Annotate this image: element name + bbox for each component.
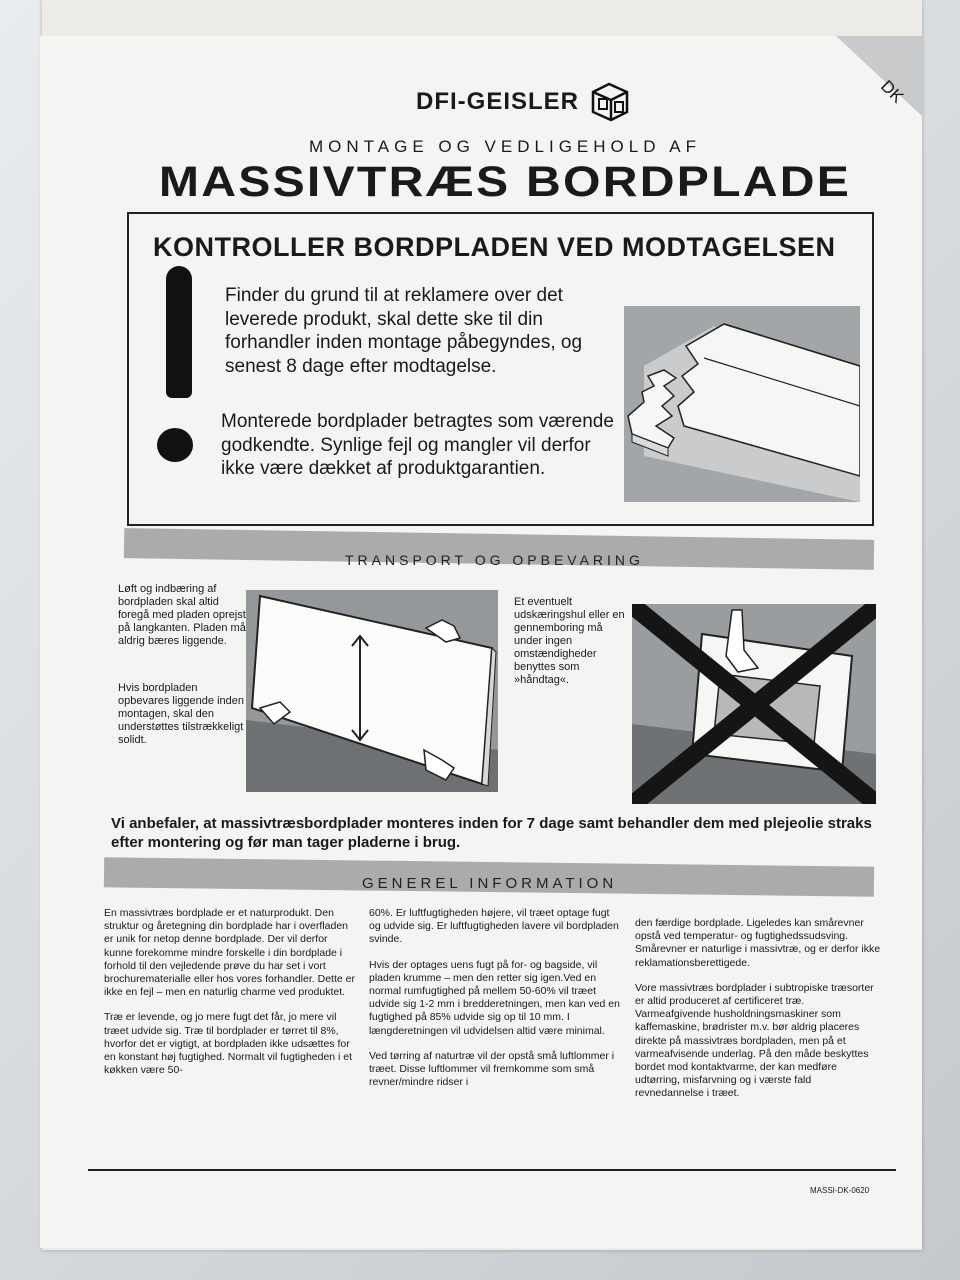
brand-logo bbox=[416, 82, 631, 122]
general-column-1 bbox=[104, 907, 356, 1089]
transport-text-handle: Et eventuelt udskæringshul eller en gennemboring må under ingen omstændigheder benyttes som »håndtag«. bbox=[514, 596, 625, 686]
transport-text-lifting: Løft og indbæring af bordpladen skal altid foregå med pladen oprejst på langkanten. Pladen må aldrig bæres liggende. bbox=[118, 583, 246, 647]
document-subtitle: MONTAGE OG VEDLIGEHOLD AF bbox=[308, 137, 701, 156]
general-column-3 bbox=[635, 917, 881, 1113]
recommendation-text: Vi anbefaler, at massivtræsbordplader monteres inden for 7 dage samt behandler dem med plejeolie straks efter montering og før man tager pladerne i brug. bbox=[111, 815, 872, 851]
carrying-board-illustration bbox=[246, 590, 498, 792]
general-paragraph: Ved tørring af naturtræ vil der opstå små luftlommer i træet. Disse luftlommer vil fremkomme som små revner/mindre ridser i bbox=[369, 1049, 615, 1089]
logo-text: DFI-GEISLER bbox=[416, 88, 580, 115]
damaged-board-illustration bbox=[624, 306, 860, 502]
document-title: MASSIVTRÆS BORDPLADE bbox=[158, 158, 852, 206]
footer-rule bbox=[88, 1169, 896, 1171]
general-paragraph: Hvis der optages uens fugt på for- og bagside, vil pladen krumme – men den retter sig igen.Ved en normal rumfugtighed på mellem 50-60% vil træet udvide sig 1-2 mm i bredderetningen, men kan ved en fugtighed på 85% udvide sig op til 10 mm. I længderetningen vil udvidelsen altid være minimal. bbox=[369, 958, 620, 1037]
language-code: DK bbox=[877, 76, 908, 107]
general-paragraph: Vore massivtræs bordplader i subtropiske træsorter er altid produceret af certificeret træ. Varmeafgivende husholdningsmaskiner som kaffemaskine, brødrister m.v. bør aldrig placeres direkte på massivtræs bordpladen, men på et varmeafvisende underlag. På den måde beskyttes bordet mod kontaktvarme, der kan medføre udtørring, misfarvning og i værste fald revnedannelse i træet. bbox=[635, 981, 874, 1100]
cube-logo-icon bbox=[589, 82, 631, 122]
transport-text-storage: Hvis bordpladen opbevares liggende inden montagen, skal den understøttes tilstrækkeligt solidt. bbox=[118, 682, 244, 746]
warning-heading: KONTROLLER BORDPLADEN VED MODTAGELSEN bbox=[153, 232, 836, 262]
general-paragraph: En massivtræs bordplade er et naturprodukt. Den struktur og åretegning din bordplade har i overfladen er unik for netop denne bordplade. Der vil derfor kunne forekomme mindre forskelle i din bordplade i forhold til den vejledende prøve du har set i vort brochurematerialle eller hos vores forhandler. Dette er ikke en fejl – men en naturlig charme ved produktet. bbox=[104, 907, 355, 999]
warning-paragraph-1: Finder du grund til at reklamere over det leverede produkt, skal dette ske til din forhandler inden montage påbegyndes, og senest 8 dage efter modtagelse. bbox=[225, 285, 583, 377]
general-column-2 bbox=[369, 907, 623, 1101]
transport-heading: TRANSPORT OG OPBEVARING bbox=[345, 552, 644, 568]
exclamation-dot-icon bbox=[157, 428, 193, 462]
exclamation-icon bbox=[166, 266, 192, 398]
general-paragraph: 60%. Er luftfugtigheden højere, vil træet optage fugt og udvide sig. Er luftfugtigheden lavere vil bordpladen svinde. bbox=[369, 907, 619, 946]
document-code: MASSI-DK-0620 bbox=[810, 1186, 870, 1195]
general-paragraph: Træ er levende, og jo mere fugt det får, jo mere vil træet udvide sig. Træ til bordplader er tørret til 8%, hvorfor det er vigtigt, at bordpladen ikke udsættes for en konstant høj fugtighed. Normalt vil fugtigheden i et køkken være 50- bbox=[104, 1011, 353, 1077]
wrong-handling-illustration bbox=[632, 604, 876, 804]
general-heading: GENEREL INFORMATION bbox=[362, 875, 618, 892]
warning-paragraph-2: Monterede bordplader betragtes som værende godkendte. Synlige fejl og mangler vil derfor ikke være dækket af produktgarantien. bbox=[221, 411, 614, 479]
general-paragraph: den færdige bordplade. Ligeledes kan smårevner opstå ved temperatur- og fugtighedssudsving. Smårevner er naturlige i massivtræ, og er derfor ikke reklamationsberettigede. bbox=[635, 917, 881, 969]
